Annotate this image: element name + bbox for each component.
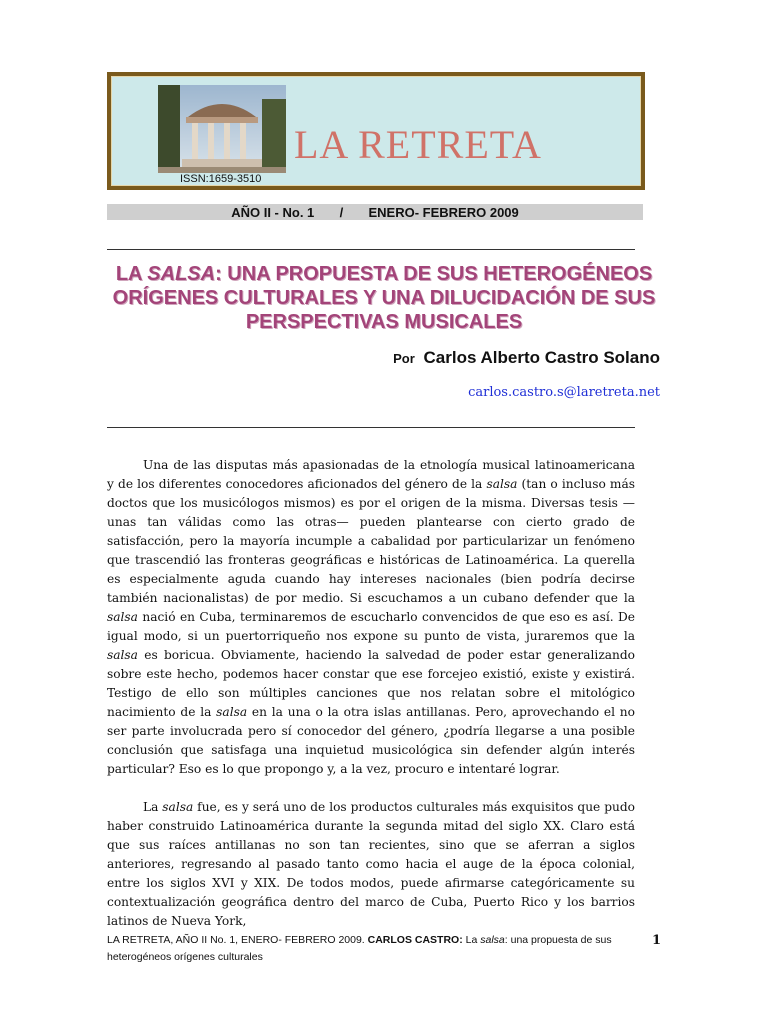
issue-separator: / [339, 204, 344, 220]
title-rule-bottom [107, 427, 635, 428]
gazebo-photo [158, 85, 286, 173]
author-name: Carlos Alberto Castro Solano [423, 348, 660, 367]
masthead-inner [111, 76, 641, 186]
issue-bar [107, 204, 643, 220]
issn-label: ISSN:1659-3510 [180, 173, 262, 185]
journal-logo: LA RETRETA [294, 122, 542, 167]
author-email-link[interactable]: carlos.castro.s@laretreta.net [468, 385, 660, 400]
article-body [107, 456, 635, 950]
article-title: LA SALSA: UNA PROPUESTA DE SUS HETEROGÉNEOS ORÍGENES CULTURALES Y UNA DILUCIDACIÓN DE SUS PERSPECTIVAS MUSICALES [112, 263, 656, 333]
issue-date: ENERO- FEBRERO 2009 [368, 204, 519, 220]
masthead-banner [107, 72, 645, 190]
page-footer: LA RETRETA, AÑO II No. 1, ENERO- FEBRERO 2009. CARLOS CASTRO: La salsa: una propuesta de sus heterogéneos orígenes culturales [107, 934, 612, 963]
paragraph-1: Una de las disputas más apasionadas de la etnología musical latinoamericana y de los diferentes conocedores aficionados del género de la salsa (tan o incluso más doctos que los musicólogos mismos) es por el origen de la misma. Diversas tesis —unas tan válidas como las otras— pueden plantearse con cierto grado de satisfacción, pero la mayoría incumple a cabalidad por particularizar un fenómeno que trascendió las fronteras geográficas e históricas de Latinoamérica. La querella es especialmente aguda cuando hay intereses nacionales (bien podría decirse también nacionalistas) de por medio. Si escuchamos a un cubano defender que la salsa nació en Cuba, terminaremos de escucharlo convencidos de que eso es así. De igual modo, si un puertorriqueño nos expone su punto de vista, juraremos que la salsa es boricua. Obviamente, haciendo la salvedad de poder estar generalizando sobre este hecho, podemos hacer constar que ese forcejeo existió, existe y existirá. Testigo de ello son múltiples canciones que nos relatan sobre el mitológico nacimiento de la salsa en la una o la otra islas antillanas. Pero, aprovechando el no ser parte involucrada pero sí conocedor del género, ¿podría llegarse a una posible conclusión que satisfaga una inquietud musicológica sin defender algún interés particular? Eso es lo que propongo y, a la vez, procuro e intentaré lograr. [107, 458, 636, 776]
issue-number: AÑO II - No. 1 [231, 204, 315, 220]
page-number: 1 [652, 933, 662, 948]
byline-prefix: Por [393, 351, 415, 366]
title-rule-top [107, 249, 635, 250]
paragraph-2: La salsa fue, es y será uno de los productos culturales más exquisitos que pudo haber construido Latinoamérica durante la segunda mitad del siglo XX. Claro está que sus raíces antillanas no son tan recientes, sino que se aferran a siglos anteriores, regresando al pasado tanto como hacia el auge de la época colonial, entre los siglos XVI y XIX. De todos modos, puede afirmarse categóricamente su contextualización geográfica dentro del marco de Cuba, Puerto Rico y los barrios latinos de Nueva York, [107, 800, 635, 928]
byline [393, 348, 660, 368]
